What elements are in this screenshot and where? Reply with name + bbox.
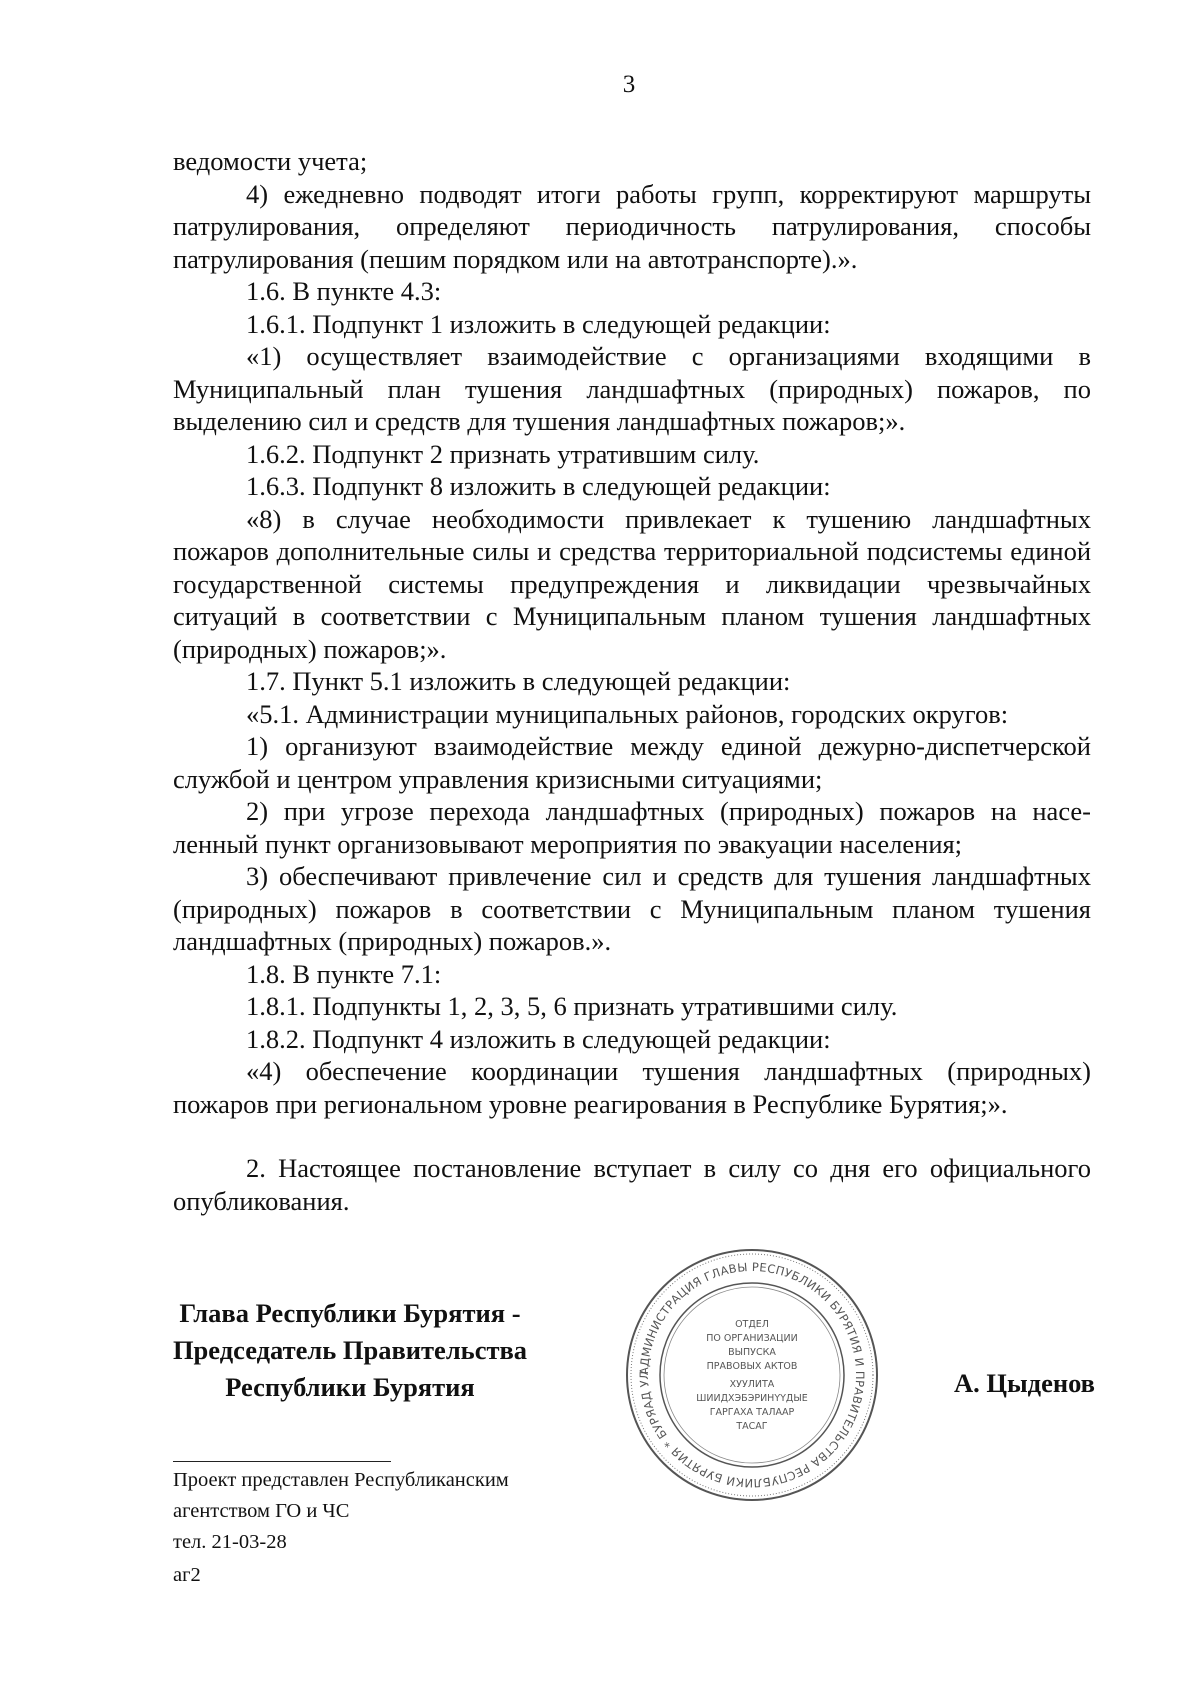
body-paragraph: 1.8. В пункте 7.1: xyxy=(246,958,442,989)
official-seal-graphic xyxy=(624,1247,880,1503)
seal-center-line: ТАСАГ xyxy=(736,1421,768,1432)
footnote-line: Проект представлен Республиканским xyxy=(173,1469,509,1491)
body-paragraph: 1.8.2. Подпункт 4 изложить в следующей редакции: xyxy=(246,1023,831,1054)
seal-center-line: ПО ОРГАНИЗАЦИИ xyxy=(706,1333,798,1344)
body-paragraph: 1.8.1. Подпункты 1, 2, 3, 5, 6 признать утратившими силу. xyxy=(246,991,898,1021)
body-paragraph: 4) ежедневно подводят итоги работы групп, корректируют маршруты патрулирования, определяют периодичность патрулирования, способы патрулирования (пешим порядком или на автотранспорте).». xyxy=(173,178,1091,274)
seal-center-line: ХУУЛИТА xyxy=(729,1379,775,1390)
body-paragraph: 1) организуют взаимодействие между единой дежурно-диспетчерской службой и центром управления кризисными ситуациями; xyxy=(173,731,1091,794)
body-paragraph: 1.6.3. Подпункт 8 изложить в следующей редакции: xyxy=(246,471,831,501)
signatory-title xyxy=(150,1295,550,1406)
body-paragraph: 3) обеспечивают привлечение сил и средств для тушения ландшафтных (природных) пожаров в соответствии с Муниципальным планом тушения ландшафтных (природных) пожаров.». xyxy=(173,861,1091,956)
seal-center-line: ОТДЕЛ xyxy=(735,1319,769,1330)
signatory-title-line: Глава Республики Бурятия - xyxy=(179,1298,521,1328)
seal-outer-text: АДМИНИСТРАЦИЯ ГЛАВЫ РЕСПУБЛИКИ БУРЯТИЯ И ПРАВИТЕЛЬСТВА РЕСПУБЛИКИ БУРЯТИЯ * БУРЯАД УЛ xyxy=(636,1259,868,1491)
body-paragraph: 1.6. В пункте 4.3: xyxy=(246,276,442,306)
body-paragraph: 1.6.2. Подпункт 2 признать утратившим силу. xyxy=(246,438,760,469)
body-paragraph: ведомости учета; xyxy=(173,146,368,176)
footnote-divider xyxy=(173,1461,391,1462)
official-seal xyxy=(624,1247,880,1503)
body-paragraph: «4) обеспечение координации тушения ландшафтных (природных) пожаров при региональном уровне реагирования в Республике Бурятия;». xyxy=(173,1056,1091,1119)
body-paragraph: «8) в случае необходимости привлекает к тушению ландшафтных пожаров дополнительные силы и средства территориальной подсистемы единой государственной системы предупреждения и ликвидации чрезвычайных ситуаций в соответствии с Муниципальным планом тушения ландшафтных (природных) пожаров;». xyxy=(173,503,1091,664)
body-paragraph: «5.1. Администрации муниципальных районов, городских округов: xyxy=(246,698,1009,729)
signer-name: А. Цыденов xyxy=(953,1368,1095,1398)
body-paragraph: «1) осуществляет взаимодействие с организациями входящими в Муниципальный план тушения ландшафтных (природных) пожаров, по выделению сил и средств для тушения ландшафтных пожаров;». xyxy=(173,341,1091,436)
footnote-line: тел. 21-03-28 xyxy=(173,1531,287,1553)
footnote xyxy=(173,1465,509,1558)
seal-center-line: ВЫПУСКА xyxy=(728,1347,776,1358)
seal-center-line: ГАРГАХА ТАЛААР xyxy=(709,1407,795,1418)
signatory-title-line: Председатель Правительства xyxy=(172,1335,528,1365)
seal-center-line: ПРАВОВЫХ АКТОВ xyxy=(706,1361,798,1372)
body-paragraph: 1.6.1. Подпункт 1 изложить в следующей редакции: xyxy=(246,308,831,339)
document-body xyxy=(173,145,1091,1217)
signatory-title-line: Республики Бурятия xyxy=(225,1372,475,1402)
body-paragraph: 2) при угрозе перехода ландшафтных (природных) пожаров на населенный пункт организовывают мероприятия по эвакуации населения; xyxy=(173,796,1091,859)
document-code: аг2 xyxy=(173,1564,201,1586)
body-paragraph: 2. Настоящее постановление вступает в силу со дня его официального опубликования. xyxy=(173,1153,1091,1216)
footnote-line: агентством ГО и ЧС xyxy=(173,1500,350,1522)
body-paragraph: 1.7. Пункт 5.1 изложить в следующей редакции: xyxy=(246,666,791,696)
page-number: 3 xyxy=(622,71,636,98)
seal-center-line: ШИИДХЭБЭРИНҮҮДЫЕ xyxy=(696,1393,808,1404)
